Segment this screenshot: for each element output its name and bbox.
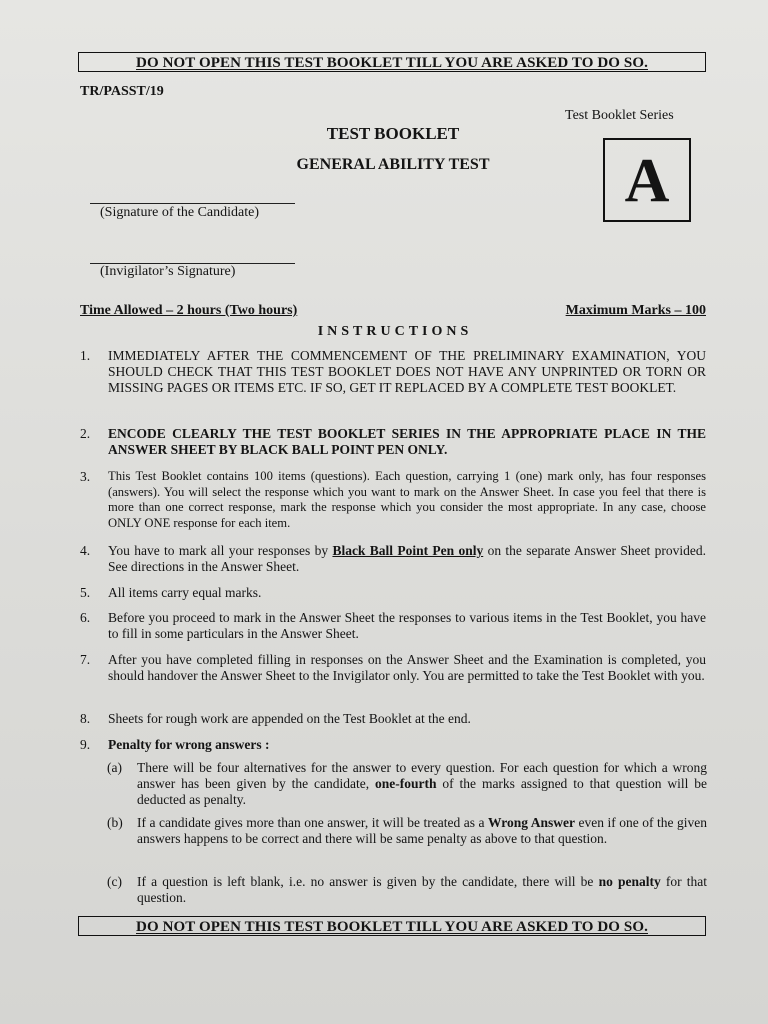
warning-banner-top: DO NOT OPEN THIS TEST BOOKLET TILL YOU ARE ASKED TO DO SO. <box>78 52 706 72</box>
series-label: Test Booklet Series <box>565 108 674 123</box>
time-allowed: Time Allowed – 2 hours (Two hours) <box>80 303 298 318</box>
instruction-item: 8. Sheets for rough work are appended on the Test Booklet at the end. <box>80 711 471 726</box>
warning-banner-bottom: DO NOT OPEN THIS TEST BOOKLET TILL YOU ARE ASKED TO DO SO. <box>78 916 706 936</box>
instruction-item: 7. After you have completed filling in responses on the Answer Sheet and the Examination is completed, you should handover the Answer Sheet to the Invigilator only. You are permitted to take the Test Booklet with you. <box>80 652 706 683</box>
instruction-item: 6. Before you proceed to mark in the Answer Sheet the responses to various items in the Test Booklet, you have to fill in some particulars in the Answer Sheet. <box>80 610 706 641</box>
penalty-subitem: (c) If a question is left blank, i.e. no answer is given by the candidate, there will be no penalty for that question. <box>107 874 707 905</box>
candidate-signature-line <box>90 203 295 204</box>
invigilator-signature-label: (Invigilator’s Signature) <box>100 264 236 279</box>
booklet-code: TR/PASST/19 <box>80 84 164 99</box>
instruction-item: 5. All items carry equal marks. <box>80 585 262 600</box>
series-letter-box: A <box>603 138 691 222</box>
instruction-item: 3. This Test Booklet contains 100 items (questions). Each question, carrying 1 (one) mark only, has four responses (answers). You will select the response which you want to mark on the Answer Sheet. In case you feel that there is more than one correct response, mark the response which you consider the most appropriate. In any case, choose ONLY ONE response for each item. <box>80 469 706 530</box>
maximum-marks: Maximum Marks – 100 <box>565 303 706 318</box>
instructions-heading: INSTRUCTIONS <box>317 324 473 339</box>
booklet-title: TEST BOOKLET <box>326 124 460 143</box>
instruction-item: 2. ENCODE CLEARLY THE TEST BOOKLET SERIES IN THE APPROPRIATE PLACE IN THE ANSWER SHEET BY BLACK BALL POINT PEN ONLY. <box>80 426 706 457</box>
penalty-heading: Penalty for wrong answers : <box>108 737 270 752</box>
instruction-item: 4. You have to mark all your responses by Black Ball Point Pen only on the separate Answer Sheet provided. See directions in the Answer Sheet. <box>80 543 706 574</box>
penalty-subitem: (b) If a candidate gives more than one answer, it will be treated as a Wrong Answer even if one of the given answers happens to be correct and there will be same penalty as above to that question. <box>107 815 707 846</box>
instruction-item: 1. IMMEDIATELY AFTER THE COMMENCEMENT OF THE PRELIMINARY EXAMINATION, YOU SHOULD CHECK THAT THIS TEST BOOKLET DOES NOT HAVE ANY UNPRINTED OR TORN OR MISSING PAGES OR ITEMS ETC. IF SO, GET IT REPLACED BY A COMPLETE TEST BOOKLET. <box>80 348 706 395</box>
test-name: GENERAL ABILITY TEST <box>296 156 490 173</box>
candidate-signature-label: (Signature of the Candidate) <box>100 205 260 220</box>
instruction-item: 9. Penalty for wrong answers : <box>80 737 706 753</box>
penalty-subitem: (a) There will be four alternatives for the answer to every question. For each question for which a wrong answer has been given by the candidate, one-fourth of the marks assigned to that question will be deducted as penalty. <box>107 760 707 807</box>
pen-emphasis: Black Ball Point Pen only <box>332 543 484 558</box>
